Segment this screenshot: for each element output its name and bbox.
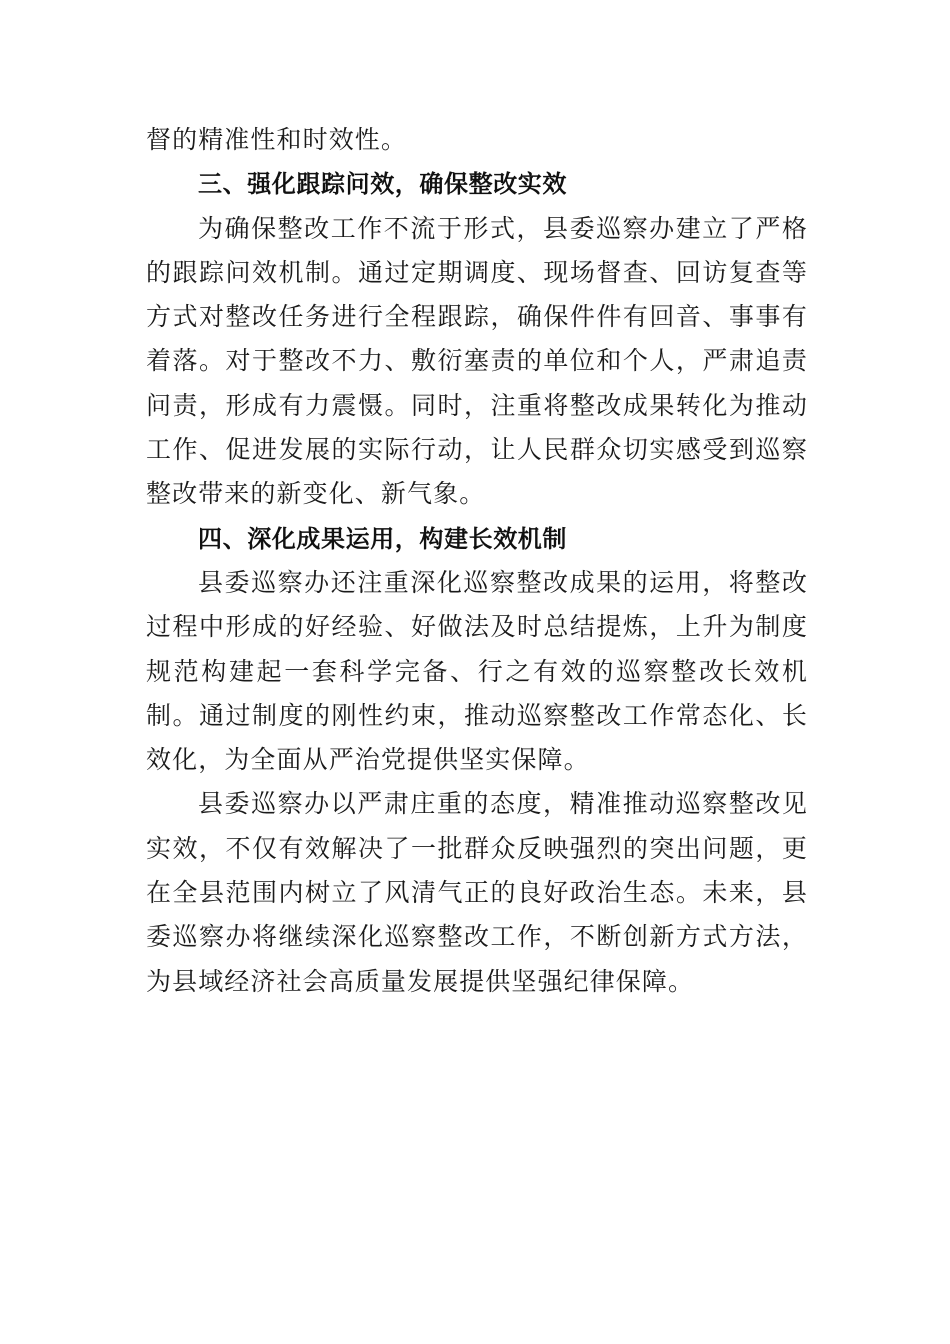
- paragraph-conclusion: 县委巡察办以严肃庄重的态度，精准推动巡察整改见实效，不仅有效解决了一批群众反映强烈的突出问题，更在全县范围内树立了风清气正的良好政治生态。未来，县委巡察办将继续深化巡察整改工作，不断创新方式方法，为县域经济社会高质量发展提供坚强纪律保障。: [146, 789, 808, 996]
- section-heading-4: 四、深化成果运用，构建长效机制: [198, 524, 567, 553]
- section-heading-3: 三、强化跟踪问效，确保整改实效: [198, 170, 567, 199]
- paragraph-tracking: 为确保整改工作不流于形式，县委巡察办建立了严格的跟踪问效机制。通过定期调度、现场督查、回访复查等方式对整改任务进行全程跟踪，确保件件有回音、事事有着落。对于整改不力、敷衍塞责的单位和个人，严肃追责问责，形成有力震慑。同时，注重将整改成果转化为推动工作、促进发展的实际行动，让人民群众切实感受到巡察整改带来的新变化、新气象。: [146, 213, 808, 509]
- document-body: [146, 118, 808, 1004]
- paragraph-continuation: 督的精准性和时效性。: [146, 125, 408, 154]
- paragraph-mechanism: 县委巡察办还注重深化巡察整改成果的运用，将整改过程中形成的好经验、好做法及时总结提炼，上升为制度规范构建起一套科学完备、行之有效的巡察整改长效机制。通过制度的刚性约束，推动巡察整改工作常态化、长效化，为全面从严治党提供坚实保障。: [146, 567, 808, 775]
